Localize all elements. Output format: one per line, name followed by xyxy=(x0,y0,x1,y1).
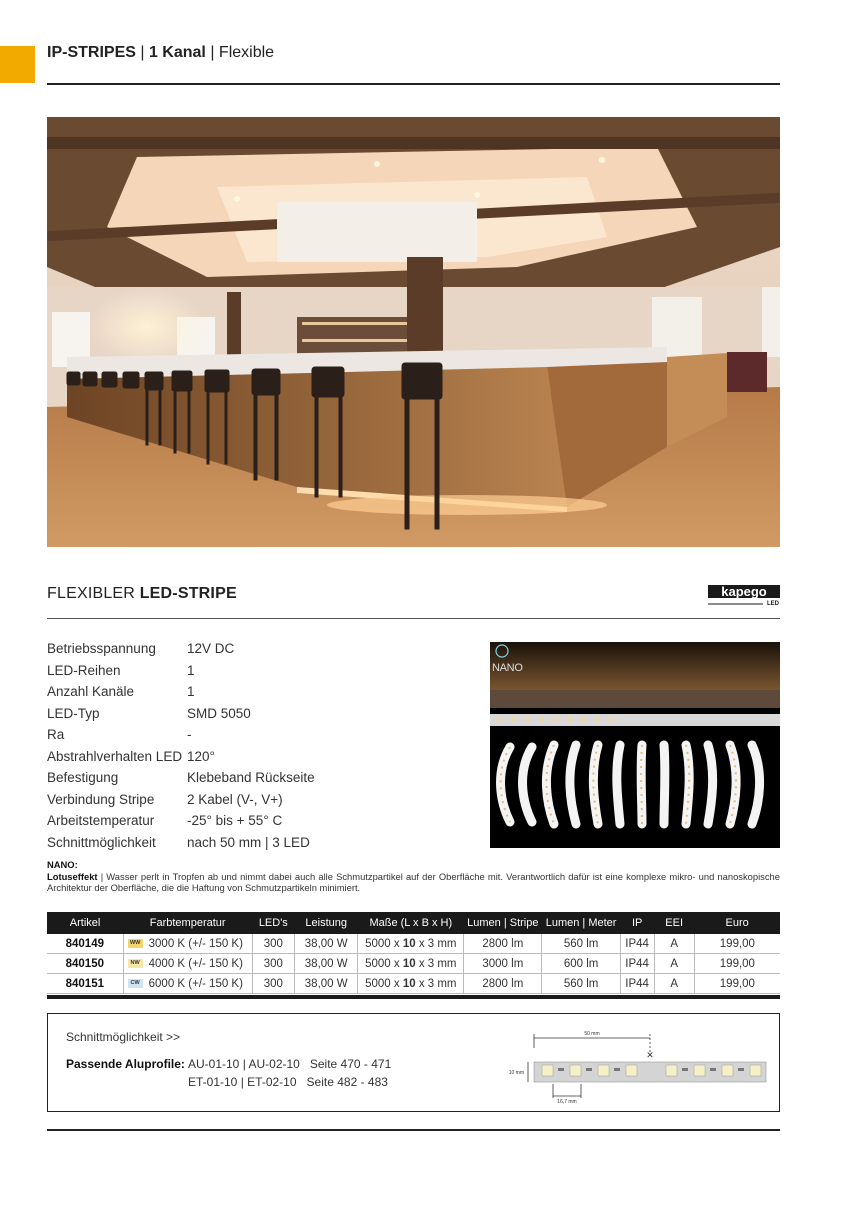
spec-value: 1 xyxy=(187,662,195,678)
cell-masse xyxy=(358,974,464,994)
kapego-logo xyxy=(708,583,780,607)
cell-ip: IP44 xyxy=(620,974,654,994)
color-badge: NW xyxy=(128,959,143,968)
spec-row xyxy=(47,767,467,789)
fitting-profiles-line xyxy=(188,1075,388,1089)
spec-label: Anzahl Kanäle xyxy=(47,684,135,699)
spec-label: Betriebsspannung xyxy=(47,641,156,656)
cell-leds: 300 xyxy=(252,974,294,994)
cell-lumen-meter: 560 lm xyxy=(542,974,620,994)
table-header-row xyxy=(47,912,780,934)
cell-lumen-stripe: 3000 lm xyxy=(464,954,542,974)
cell-eei: A xyxy=(654,934,694,954)
spec-row xyxy=(47,703,467,725)
profile-pages: Seite 482 - 483 xyxy=(306,1075,388,1089)
spec-label: Befestigung xyxy=(47,770,119,785)
cell-lumen-stripe: 2800 lm xyxy=(464,974,542,994)
spec-row xyxy=(47,724,467,746)
header-separator: | xyxy=(135,44,149,61)
col-header-lumen-meter: Lumen | Meter xyxy=(542,912,620,934)
spec-value: 1 xyxy=(187,684,195,699)
product-title-main: LED-STRIPE xyxy=(139,585,237,602)
profile-codes: AU-01-10 | AU-02-10 xyxy=(188,1057,300,1071)
brand-wordmark: kapego xyxy=(721,584,767,599)
spec-label: Ra xyxy=(47,727,65,742)
cell-farbtemperatur xyxy=(123,954,252,974)
table-row xyxy=(47,954,780,974)
col-header-lumen-stripe: Lumen | Stripe xyxy=(464,912,542,934)
cell-leistung: 38,00 W xyxy=(294,954,357,974)
table-bottom-bar xyxy=(47,995,780,999)
col-header-masse: Maße (L x B x H) xyxy=(358,912,464,934)
cell-leds: 300 xyxy=(252,954,294,974)
led-strip-photo xyxy=(490,642,780,848)
cell-masse xyxy=(358,934,464,954)
cell-masse xyxy=(358,954,464,974)
masse-height: x 3 mm xyxy=(415,957,457,970)
spec-value: SMD 5050 xyxy=(187,705,251,721)
spec-label: LED-Typ xyxy=(47,705,100,721)
cell-leistung: 38,00 W xyxy=(294,974,357,994)
col-header-euro: Euro xyxy=(694,912,780,934)
table-row xyxy=(47,974,780,994)
masse-length: 5000 x xyxy=(365,937,403,950)
spec-label: LED-Reihen xyxy=(47,662,121,678)
profile-codes: ET-01-10 | ET-02-10 xyxy=(188,1075,297,1089)
spec-label: Abstrahlverhalten LED xyxy=(47,748,183,764)
spec-row xyxy=(47,638,467,660)
spec-value: -25° bis + 55° C xyxy=(187,813,283,828)
product-divider xyxy=(47,618,780,619)
nano-term: Lotuseffekt xyxy=(47,870,98,882)
spec-row xyxy=(47,746,467,768)
color-badge: CW xyxy=(128,979,143,988)
color-badge: WW xyxy=(128,939,143,948)
spec-row xyxy=(47,810,467,832)
farbtemp-value: 3000 K (+/- 150 K) xyxy=(148,937,243,950)
cell-eei: A xyxy=(654,954,694,974)
scissors-icon: ✕ xyxy=(646,1050,654,1060)
header-accent-tab xyxy=(0,46,35,83)
cut-dimension-diagram xyxy=(498,1026,773,1104)
spec-label: Verbindung Stripe xyxy=(47,791,155,807)
masse-length: 5000 x xyxy=(365,977,403,990)
cell-farbtemperatur xyxy=(123,974,252,994)
header-divider xyxy=(47,83,780,85)
dimension-length-label: 50 mm xyxy=(584,1031,600,1037)
masse-height: x 3 mm xyxy=(415,937,457,950)
masse-width: 10 xyxy=(402,977,416,990)
fitting-profiles-line xyxy=(188,1057,391,1071)
spec-value: 2 Kabel (V-, V+) xyxy=(187,791,283,807)
spec-value: Klebeband Rückseite xyxy=(187,770,315,785)
fitting-profiles-label: Passende Aluprofile: xyxy=(66,1057,185,1071)
header-channel: 1 Kanal xyxy=(148,44,206,61)
col-header-farbtemperatur: Farbtemperatur xyxy=(123,912,252,934)
nano-badge: NANO xyxy=(492,662,523,674)
spec-label: Schnittmöglichkeit xyxy=(47,834,156,850)
cell-euro: 199,00 xyxy=(694,934,780,954)
masse-width: 10 xyxy=(402,957,416,970)
cell-ip: IP44 xyxy=(620,934,654,954)
cell-eei: A xyxy=(654,974,694,994)
header-category: IP-STRIPES xyxy=(47,44,136,61)
product-title xyxy=(47,585,237,603)
masse-width: 10 xyxy=(402,937,416,950)
header-type: Flexible xyxy=(218,44,275,61)
col-header-eei: EEI xyxy=(654,912,694,934)
cell-leistung: 38,00 W xyxy=(294,934,357,954)
cell-euro: 199,00 xyxy=(694,974,780,994)
spec-row xyxy=(47,660,467,682)
footer-divider xyxy=(47,1129,780,1131)
hero-photo-bar-interior xyxy=(47,117,780,547)
table-row xyxy=(47,934,780,954)
spec-value: nach 50 mm | 3 LED xyxy=(187,834,310,850)
cell-artikel: 840150 xyxy=(47,954,123,974)
col-header-leistung: Leistung xyxy=(294,912,357,934)
masse-height: x 3 mm xyxy=(415,977,457,990)
cell-lumen-meter: 600 lm xyxy=(542,954,620,974)
spec-value: - xyxy=(187,727,192,742)
dimension-height-label: 10 mm xyxy=(508,1070,524,1076)
spec-row xyxy=(47,832,467,854)
page-header-title xyxy=(47,44,274,62)
profile-pages: Seite 470 - 471 xyxy=(309,1057,392,1071)
masse-length: 5000 x xyxy=(365,957,403,970)
cell-lumen-meter: 560 lm xyxy=(542,934,620,954)
spec-row xyxy=(47,681,467,703)
brand-sub: LED xyxy=(767,601,779,607)
cut-options-box xyxy=(47,1013,780,1112)
col-header-ip: IP xyxy=(620,912,654,934)
cell-lumen-stripe: 2800 lm xyxy=(464,934,542,954)
cell-artikel: 840151 xyxy=(47,974,123,994)
cell-ip: IP44 xyxy=(620,954,654,974)
farbtemp-value: 6000 K (+/- 150 K) xyxy=(148,977,243,990)
spec-list xyxy=(47,638,467,853)
nano-text: | Wasser perlt in Tropfen ab und nimmt dabei auch alle Schmutzpartikel auf der Oberfläche mit. Verantwortlich dafür ist eine komplexe mikro- und nanoskopische Architektur der Oberfläche, die die Haftung von Schmutzpartikeln minimiert. xyxy=(47,870,780,893)
spec-value: 12V DC xyxy=(187,641,235,656)
spec-value: 120° xyxy=(187,748,215,764)
product-table xyxy=(47,912,780,994)
nano-heading: NANO: xyxy=(47,859,78,870)
cell-euro: 199,00 xyxy=(694,954,780,974)
cell-leds: 300 xyxy=(252,934,294,954)
cut-label: Schnittmöglichkeit >> xyxy=(66,1030,181,1044)
product-title-prefix: FLEXIBLER xyxy=(47,585,140,602)
header-separator: | xyxy=(205,44,219,61)
spec-label: Arbeitstemperatur xyxy=(47,813,155,828)
spec-row xyxy=(47,789,467,811)
nano-description xyxy=(47,859,780,894)
dimension-led-pitch-label: 16,7 mm xyxy=(557,1099,577,1104)
cell-artikel: 840149 xyxy=(47,934,123,954)
cell-farbtemperatur xyxy=(123,934,252,954)
farbtemp-value: 4000 K (+/- 150 K) xyxy=(148,957,243,970)
col-header-leds: LED's xyxy=(252,912,294,934)
col-header-artikel: Artikel xyxy=(47,912,123,934)
